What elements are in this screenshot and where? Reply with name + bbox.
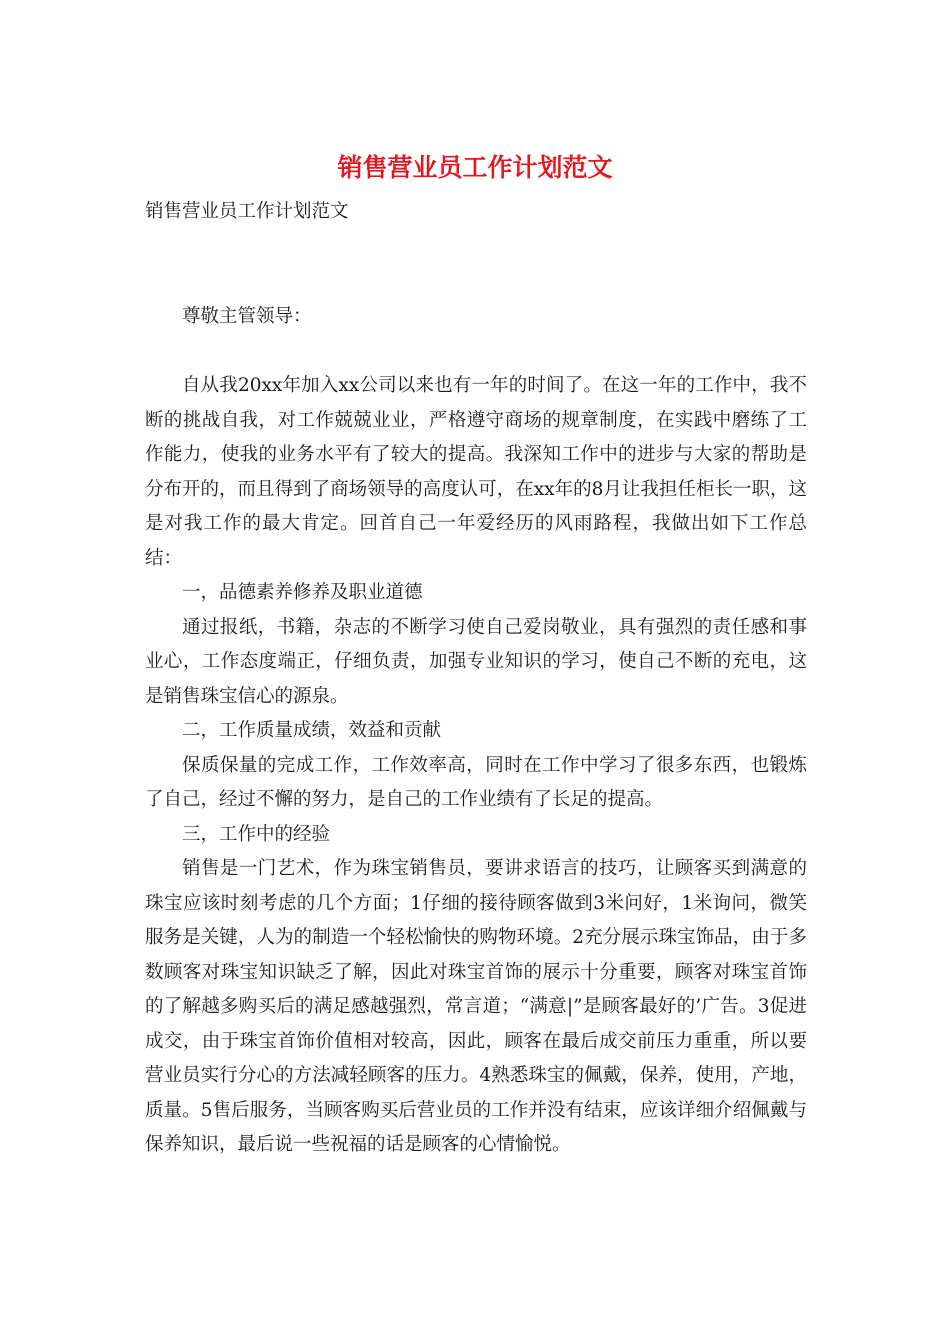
greeting-line: 尊敬主管领导： <box>182 306 312 327</box>
section-heading-3: 三，工作中的经验 <box>182 823 331 845</box>
document-title: 销售营业员工作计划范文 <box>337 153 613 182</box>
paragraph-section-1: 通过报纸，书籍，杂志的不断学习使自己爱岗敬业，具有强烈的责任感和事业心，工作态度端正，仔细负责，加强专业知识的学习，使自己不断的充电，这是销售珠宝信心的源泉。 <box>145 616 807 707</box>
section-heading-1: 一，品德素养修养及职业道德 <box>182 582 423 603</box>
paragraph-section-3: 销售是一门艺术，作为珠宝销售员，要讲求语言的技巧，让顾客买到满意的珠宝应该时刻考虑的几个方面；1仔细的接待顾客做到3米问好，1米询问，微笑服务是关键，人为的制造一个轻松愉快的购物环境。2充分展示珠宝饰品，由于多数顾客对珠宝知识缺乏了解，因此对珠宝首饰的展示十分重要，顾客对珠宝首饰的了解越多购买后的满足感越强烈，常言道；“满意|”是顾客最好的’广告。3促进成交，由于珠宝首饰价值相对较高，因此，顾客在最后成交前压力重重，所以要营业员实行分心的方法减轻顾客的压力。4熟悉珠宝的佩戴，保养，使用，产地，质量。5售后服务，当顾客购买后营业员的工作并没有结束，应该详细介绍佩戴与保养知识，最后说一些祝福的话是顾客的心情愉悦。 <box>145 858 807 1155</box>
document-subtitle: 销售营业员工作计划范文 <box>145 201 349 222</box>
document-body <box>145 300 807 1163</box>
paragraph-intro: 自从我20xx年加入xx公司以来也有一年的时间了。在这一年的工作中，我不断的挑战自我，对工作兢兢业业，严格遵守商场的规章制度，在实践中磨练了工作能力，使我的业务水平有了较大的提高。我深知工作中的进步与大家的帮助是分布开的，而且得到了商场领导的高度认可，在xx年的8月让我担任柜长一职，这是对我工作的最大肯定。回首自己一年爱经历的风雨路程，我做出如下工作总结： <box>145 375 807 569</box>
section-heading-2: 二，工作质量成绩，效益和贡献 <box>182 720 442 741</box>
paragraph-section-2: 保质保量的完成工作，工作效率高，同时在工作中学习了很多东西，也锻炼了自己，经过不懈的努力，是自己的工作业绩有了长足的提高。 <box>145 754 807 810</box>
